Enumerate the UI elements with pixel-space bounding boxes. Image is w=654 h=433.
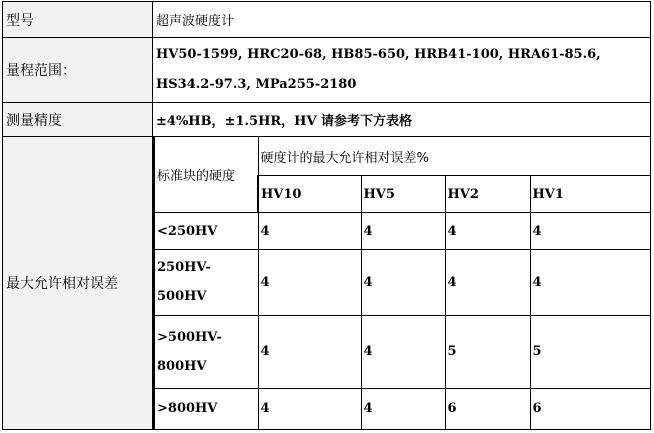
error-value: 4 [361, 249, 445, 315]
error-value: 4 [445, 249, 530, 315]
table-row [154, 213, 650, 249]
error-value: 4 [530, 249, 650, 315]
column-header-hv2: HV2 [445, 176, 530, 213]
error-value: 4 [361, 388, 445, 429]
error-table-header-row [154, 137, 650, 176]
accuracy-value: ±4%HB，±1.5HR，HV 请参考下方表格 [153, 103, 651, 137]
column-header-hv5: HV5 [361, 176, 445, 213]
range-value [153, 38, 651, 103]
error-value: 6 [445, 388, 530, 429]
max-error-cell [153, 137, 651, 430]
standard-value [154, 249, 258, 315]
range-line-2: HS34.2-97.3, MPa255-2180 [156, 77, 357, 92]
spec-table [2, 1, 651, 430]
error-value: 4 [258, 388, 361, 429]
accuracy-label: 测量精度 [3, 103, 153, 137]
table-row [154, 249, 650, 315]
standard-line: 250HV- [157, 260, 211, 276]
table-row [154, 316, 650, 389]
row-max-error [3, 137, 651, 430]
error-value: 4 [258, 249, 361, 315]
error-value: 5 [530, 316, 650, 389]
column-header-hv1: HV1 [530, 176, 650, 213]
max-error-label: 最大允许相对误差 [3, 137, 153, 430]
standard-line: <250HV [157, 223, 218, 239]
standard-value [154, 388, 258, 429]
range-line-1: HV50-1599, HRC20-68, HB85-650, HRB41-100, HRA61-85.6, [156, 47, 601, 62]
standard-line: >500HV- [157, 329, 222, 345]
standard-line: >800HV [157, 401, 218, 417]
column-header-hv10: HV10 [258, 176, 361, 213]
standard-block-header: 标准块的硬度 [154, 137, 258, 213]
row-model [3, 2, 651, 38]
error-table [153, 137, 650, 429]
error-value: 6 [530, 388, 650, 429]
table-row [154, 388, 650, 429]
error-value: 5 [445, 316, 530, 389]
standard-value [154, 213, 258, 249]
error-value: 4 [361, 213, 445, 249]
range-label: 量程范围： [3, 38, 153, 103]
error-value: 4 [530, 213, 650, 249]
error-value: 4 [445, 213, 530, 249]
row-range [3, 38, 651, 103]
error-value: 4 [258, 316, 361, 389]
standard-line: 800HV [157, 358, 207, 374]
error-value: 4 [258, 213, 361, 249]
model-value: 超声波硬度计 [153, 2, 651, 38]
standard-value [154, 316, 258, 389]
error-value: 4 [361, 316, 445, 389]
row-accuracy [3, 103, 651, 137]
model-label: 型号 [3, 2, 153, 38]
max-error-group-header: 硬度计的最大允许相对误差% [258, 137, 650, 176]
standard-line: 500HV [157, 289, 207, 305]
